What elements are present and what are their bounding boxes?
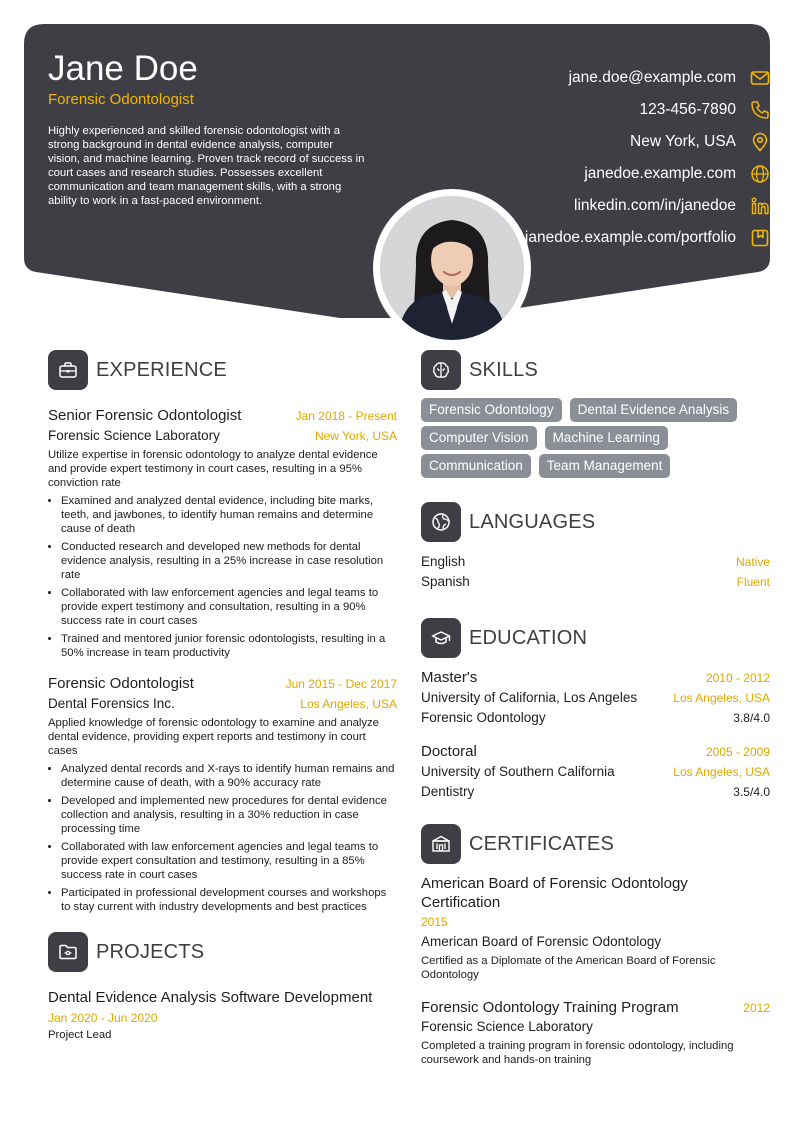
contact-portfolio-text[interactable]: janedoe.example.com/portfolio <box>524 229 736 246</box>
languages-heading: LANGUAGES <box>469 510 596 533</box>
skill-tag: Communication <box>421 454 531 478</box>
job-highlights <box>48 494 397 660</box>
skill-tag: Machine Learning <box>545 426 668 450</box>
experience-entry <box>48 674 397 914</box>
mail-icon <box>750 68 770 88</box>
certificate-year: 2015 <box>421 915 448 929</box>
job-location: New York, USA <box>314 429 397 443</box>
education-entry <box>421 668 770 728</box>
profile-photo-frame <box>373 189 531 347</box>
contact-phone-text[interactable]: 123-456-7890 <box>639 101 736 118</box>
skills-section <box>421 350 770 482</box>
experience-section <box>48 350 397 914</box>
education-entry <box>421 742 770 802</box>
project-role: Project Lead <box>48 1029 112 1041</box>
language-level: Fluent <box>736 575 770 589</box>
job-summary: Applied knowledge of forensic odontology to examine and analyze dental evidence, providing expert reports and testimony in court cases <box>48 717 379 757</box>
job-highlight: • Analyzed dental records and X-rays to identify human remains and determine cause of death, with a 90% accuracy rate <box>61 762 397 790</box>
language-item <box>421 574 770 594</box>
languages-section <box>421 502 770 594</box>
education-school: University of Southern California <box>421 764 615 779</box>
project-dates: Jan 2020 - Jun 2020 <box>48 1011 158 1025</box>
certificate-description: Certified as a Diplomate of the American Board of Forensic Odontology <box>421 955 716 981</box>
certificates-heading: CERTIFICATES <box>469 832 615 855</box>
contact-email-text[interactable]: jane.doe@example.com <box>568 69 736 86</box>
education-school: University of California, Los Angeles <box>421 690 638 705</box>
language-name: English <box>421 554 466 569</box>
job-highlight: • Collaborated with law enforcement agencies and legal teams to provide expert consultation and testimony, resulting in a 85% success rate in court cases <box>61 840 397 882</box>
institution-icon <box>421 824 461 864</box>
certificate-issuer: Forensic Science Laboratory <box>421 1019 593 1034</box>
job-dates: Jan 2018 - Present <box>295 409 397 423</box>
skill-tag: Forensic Odontology <box>421 398 562 422</box>
right-column <box>421 350 770 1085</box>
education-field: Forensic Odontology <box>421 710 546 725</box>
language-icon <box>421 502 461 542</box>
projects-section <box>48 932 397 1042</box>
job-dates: Jun 2015 - Dec 2017 <box>285 677 397 691</box>
candidate-name: Jane Doe <box>48 49 198 88</box>
job-highlights <box>48 762 397 914</box>
certificate-title: American Board of Forensic Odontology Certification <box>421 875 688 911</box>
phone-icon <box>750 100 770 120</box>
location-icon <box>750 132 770 152</box>
briefcase-icon <box>48 350 88 390</box>
skill-tag: Computer Vision <box>421 426 537 450</box>
job-location: Los Angeles, USA <box>300 697 397 711</box>
education-field: Dentistry <box>421 784 475 799</box>
education-degree: Doctoral <box>421 743 477 760</box>
language-name: Spanish <box>421 574 470 589</box>
certificate-entry <box>421 998 770 1067</box>
experience-heading: EXPERIENCE <box>96 358 227 381</box>
skills-heading: SKILLS <box>469 358 539 381</box>
certificates-section <box>421 824 770 1067</box>
job-highlight: • Collaborated with law enforcement agencies and legal teams to provide expert testimony and consultation, resulting in a 90% success rate in court cases <box>61 586 397 628</box>
certificate-year: 2012 <box>743 1001 770 1015</box>
brain-icon <box>421 350 461 390</box>
contact-email[interactable] <box>350 62 770 94</box>
education-location: Los Angeles, USA <box>673 691 770 705</box>
job-highlight: • Participated in professional development courses and workshops to stay current with industry developments and best practices <box>61 886 397 914</box>
certificate-issuer: American Board of Forensic Odontology <box>421 934 662 949</box>
certificate-title: Forensic Odontology Training Program <box>421 999 679 1016</box>
contact-location-text: New York, USA <box>630 133 736 150</box>
profile-summary: Highly experienced and skilled forensic odontologist with a strong background in dental evidence analysis, computer vision, and machine learning. Proven track record of success in court cases and research studies. Possesses excellent communication and team management skills, with a strong ability to work in a fast-paced environment. <box>48 125 365 207</box>
education-dates: 2010 - 2012 <box>705 671 770 685</box>
bookmark-icon <box>750 228 770 248</box>
left-column <box>48 350 397 1060</box>
contact-location <box>350 126 770 158</box>
contact-website-text[interactable]: janedoe.example.com <box>584 165 736 182</box>
education-grade: 3.5/4.0 <box>733 785 770 799</box>
contact-phone[interactable] <box>350 94 770 126</box>
certificate-entry <box>421 874 770 982</box>
education-heading: EDUCATION <box>469 626 588 649</box>
profile-photo <box>380 196 524 340</box>
project-name: Dental Evidence Analysis Software Development <box>48 989 373 1006</box>
education-section <box>421 618 770 802</box>
skill-tag: Dental Evidence Analysis <box>570 398 738 422</box>
job-highlight: • Developed and implemented new procedures for dental evidence collection and analysis, resulting in a 30% reduction in case processing time <box>61 794 397 836</box>
experience-entry <box>48 406 397 660</box>
education-degree: Master's <box>421 669 478 686</box>
education-grade: 3.8/4.0 <box>733 711 770 725</box>
job-company: Forensic Science Laboratory <box>48 428 220 443</box>
folder-icon <box>48 932 88 972</box>
education-location: Los Angeles, USA <box>673 765 770 779</box>
job-summary: Utilize expertise in forensic odontology to analyze dental evidence and provide expert testimony in court cases, resulting in a 95% conviction rate <box>48 449 378 489</box>
project-entry <box>48 988 397 1042</box>
globe-icon <box>750 164 770 184</box>
certificate-description: Completed a training program in forensic odontology, including coursework and hands-on training <box>421 1040 734 1066</box>
projects-heading: PROJECTS <box>96 940 205 963</box>
job-position: Forensic Odontologist <box>48 675 194 692</box>
job-highlight: • Conducted research and developed new methods for dental evidence analysis, resulting in a 25% increase in case resolution rate <box>61 540 397 582</box>
linkedin-icon <box>750 196 770 216</box>
graduation-cap-icon <box>421 618 461 658</box>
job-highlight: • Trained and mentored junior forensic odontologists, resulting in a 50% increase in team productivity <box>61 632 397 660</box>
candidate-title: Forensic Odontologist <box>48 91 194 108</box>
skill-tags <box>421 398 770 482</box>
job-position: Senior Forensic Odontologist <box>48 407 242 424</box>
contact-website[interactable] <box>350 158 770 190</box>
language-item <box>421 554 770 574</box>
job-company: Dental Forensics Inc. <box>48 696 175 711</box>
language-level: Native <box>735 555 770 569</box>
contact-linkedin-text[interactable]: linkedin.com/in/janedoe <box>574 197 736 214</box>
job-highlight: • Examined and analyzed dental evidence, including bite marks, teeth, and jawbones, to identify human remains and determine cause of death <box>61 494 397 536</box>
skill-tag: Team Management <box>539 454 671 478</box>
education-dates: 2005 - 2009 <box>705 745 770 759</box>
